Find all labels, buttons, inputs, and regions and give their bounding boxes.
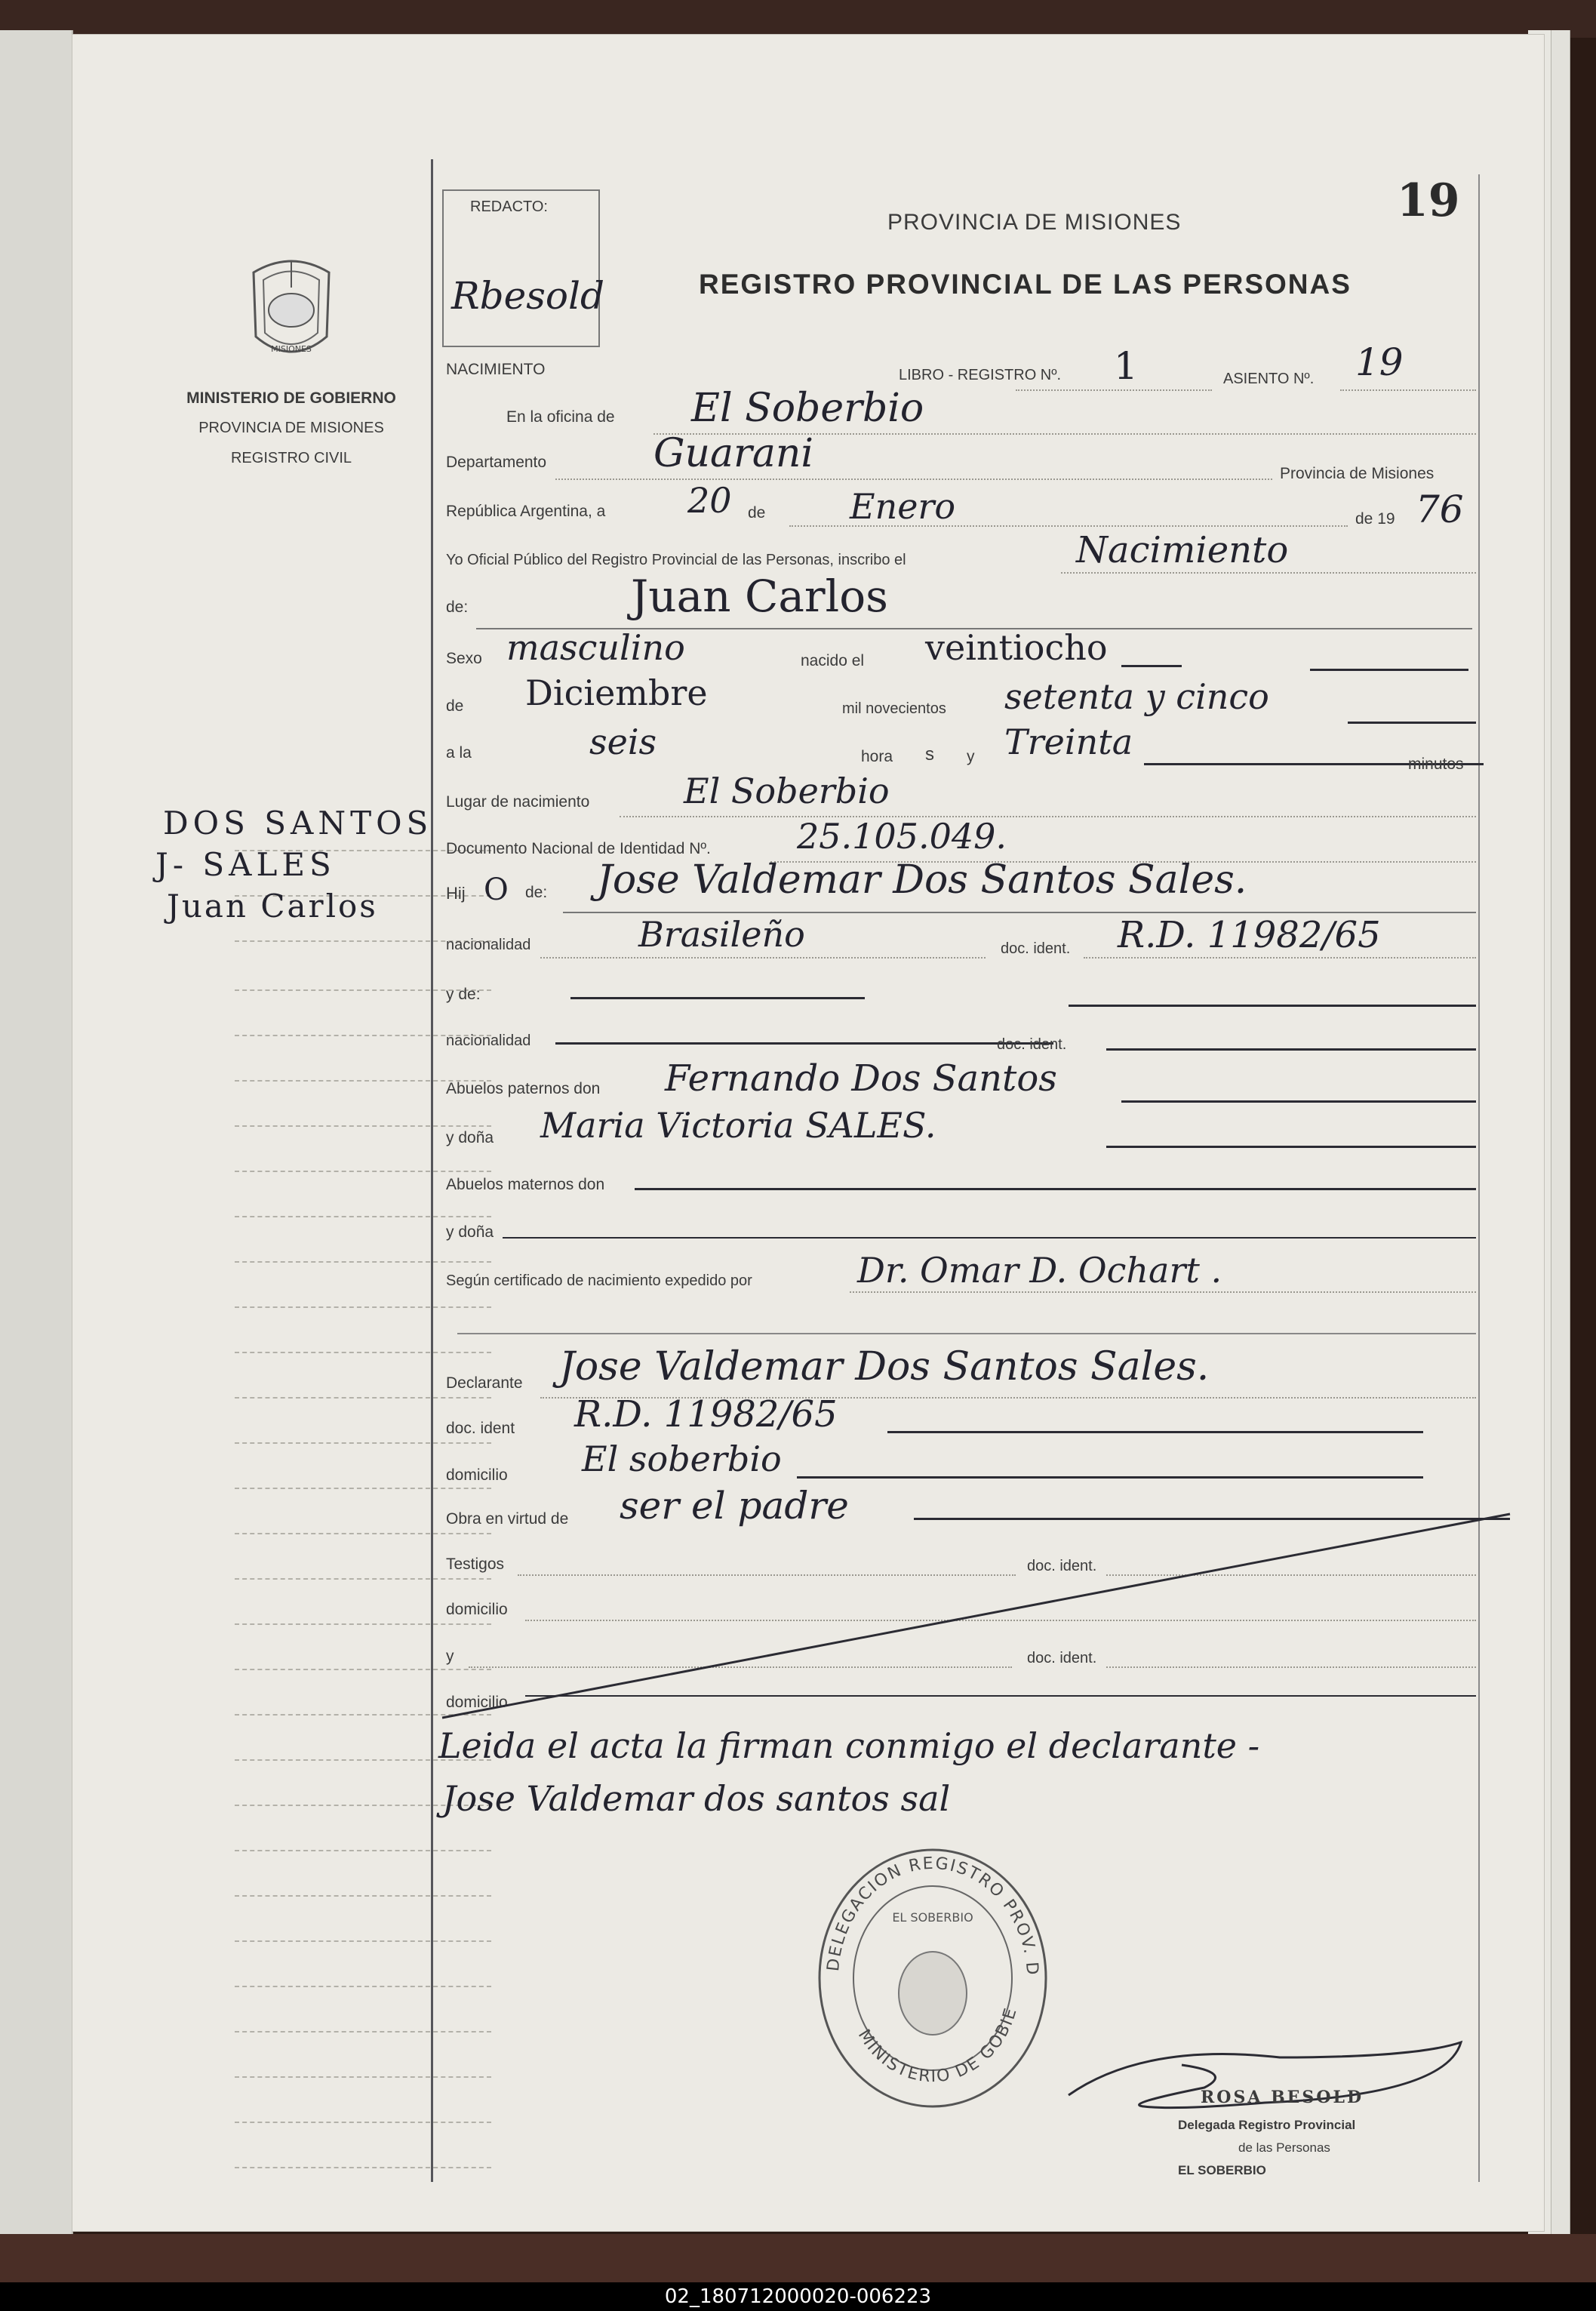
margin-line (235, 1488, 491, 1489)
signer-place: EL SOBERBIO (1178, 2163, 1266, 2177)
header-title: REGISTRO PROVINCIAL DE LAS PERSONAS (699, 269, 1352, 300)
dotted-line (1084, 957, 1476, 959)
fill-line (570, 997, 865, 999)
fill-line (1310, 669, 1468, 671)
margin-line (235, 1306, 491, 1308)
stamp-center-text: EL SOBERBIO (892, 1910, 973, 1925)
margin-note-surname1: DOS SANTOS (163, 805, 433, 842)
a-la-label: a la (446, 744, 472, 762)
dotted-line (1340, 389, 1476, 391)
de-mes-label: de (446, 697, 464, 715)
nacimiento-label: NACIMIENTO (446, 361, 546, 378)
ministry-label: MINISTERIO DE GOBIERNO (186, 389, 396, 407)
padre-value: Jose Valdemar Dos Santos Sales. (597, 857, 1247, 903)
dotted-line (1016, 389, 1212, 391)
margin-note-surname2: J- SALES (155, 846, 336, 883)
separator-line (457, 1333, 1476, 1334)
fill-line (635, 1188, 1476, 1190)
acto-value: Nacimiento (1076, 529, 1289, 571)
redacto-label: REDACTO: (470, 198, 548, 215)
fill-line (1121, 665, 1182, 667)
margin-line (235, 1261, 491, 1263)
margin-line (235, 1940, 491, 1942)
seal-text: MISIONES (271, 344, 312, 354)
lugar-value: El Soberbio (684, 771, 890, 811)
book-left-page (0, 30, 73, 2234)
year-value: 76 (1416, 488, 1464, 531)
domicilio-testigo1-label: domicilio (446, 1601, 508, 1618)
nacionalidad-value: Brasileño (638, 914, 805, 955)
minutos-value: Treinta (1004, 722, 1133, 762)
padre-underline (563, 912, 1476, 913)
fill-line (1069, 1005, 1476, 1007)
nacionalidad-madre-label: nacionalidad (446, 1032, 531, 1049)
fill-line (503, 1237, 1476, 1239)
signer-title1: Delegada Registro Provincial (1178, 2118, 1356, 2132)
sexo-label: Sexo (446, 650, 482, 667)
fill-line (1106, 1146, 1476, 1148)
republica-label: República Argentina, a (446, 503, 606, 520)
hora-value: seis (589, 722, 657, 762)
day-value: 20 (687, 480, 732, 521)
margin-line (235, 2076, 491, 2078)
oficina-label: En la oficina de (506, 408, 615, 426)
domicilio-testigo2-label: domicilio (446, 1694, 508, 1711)
y-dona-materna-label: y doña (446, 1223, 494, 1241)
certificado-value: Dr. Omar D. Ochart . (857, 1250, 1222, 1291)
minutos-label: minutos (1408, 755, 1464, 773)
domicilio-label: domicilio (446, 1466, 508, 1484)
margin-line (235, 2122, 491, 2123)
margin-line (235, 1397, 491, 1399)
background-bottom (0, 2234, 1596, 2282)
margin-line (235, 1442, 491, 1444)
doc-ident-madre-label: doc. ident. (997, 1036, 1067, 1053)
stamp-ring-text: DELEGACION REGISTRO PROV. D (824, 1854, 1042, 1977)
dotted-line (620, 816, 1476, 817)
provincia-suffix: Provincia de Misiones (1280, 465, 1435, 482)
libro-label: LIBRO - REGISTRO Nº. (899, 367, 1062, 383)
sexo-value: masculino (506, 627, 685, 668)
y-testigo-label: y (446, 1648, 454, 1665)
hijo-de-label: de: (525, 884, 548, 901)
dotted-line (1061, 572, 1476, 574)
domicilio-value: El soberbio (582, 1439, 782, 1479)
y-de-madre-label: y de: (446, 986, 481, 1003)
margin-line (235, 1216, 491, 1217)
nacionalidad-label: nacionalidad (446, 937, 531, 953)
hora-label: hora (861, 748, 893, 765)
oficial-label: Yo Oficial Público del Registro Provincial de las Personas, inscribo el (446, 552, 906, 568)
doc-ident-testigo1-label: doc. ident. (1027, 1558, 1097, 1574)
certificado-label: Según certificado de nacimiento expedido por (446, 1272, 752, 1289)
doc-ident-declarante-label: doc. ident (446, 1420, 515, 1437)
closing-text-line2: Jose Valdemar dos santos sal (442, 1778, 951, 1819)
fill-line (797, 1476, 1423, 1479)
closing-text-line1: Leida el acta la firman conmigo el declarante - (438, 1725, 1260, 1766)
register-page (72, 34, 1545, 2232)
margin-line (235, 1125, 491, 1127)
obra-value: ser el padre (620, 1484, 849, 1528)
page-number: 19 (1397, 174, 1460, 227)
doc-ident-label: doc. ident. (1001, 940, 1071, 957)
asiento-label: ASIENTO Nº. (1223, 371, 1315, 387)
fill-line (887, 1431, 1423, 1433)
hora-s-mark: s (925, 744, 934, 765)
background-top (0, 0, 1596, 38)
form-right-border (1478, 174, 1480, 2182)
y-dona-label: y doña (446, 1129, 494, 1146)
y-label: y (967, 748, 975, 765)
hijo-label: Hij (446, 884, 466, 903)
margin-line (235, 2167, 491, 2168)
margin-line (235, 2031, 491, 2033)
nacido-value: veintiocho (925, 627, 1108, 668)
left-province: PROVINCIA DE MISIONES (198, 420, 384, 436)
lugar-label: Lugar de nacimiento (446, 793, 590, 811)
departamento-label: Departamento (446, 454, 547, 471)
departamento-value: Guarani (653, 431, 814, 476)
anio-nacimiento-value: setenta y cinco (1004, 676, 1269, 717)
dotted-line (555, 479, 1272, 480)
de-name-label: de: (446, 599, 469, 616)
name-value: Juan Carlos (631, 571, 888, 622)
redacto-box (442, 189, 605, 347)
year-label: de 19 (1355, 510, 1395, 528)
margin-line (235, 1895, 491, 1897)
signer-title2: de las Personas (1238, 2140, 1330, 2155)
margin-line (235, 1986, 491, 1987)
dni-label: Documento Nacional de Identidad Nº. (446, 840, 711, 857)
fill-line (1348, 722, 1476, 724)
asiento-value: 19 (1355, 340, 1404, 384)
hijo-o-value: O (484, 872, 509, 907)
nacido-label: nacido el (801, 652, 865, 669)
declarante-value: Jose Valdemar Dos Santos Sales. (559, 1344, 1210, 1389)
margin-line (235, 1352, 491, 1353)
signer-name: ROSA BESOLD (1201, 2088, 1364, 2107)
official-stamp (808, 1839, 1057, 2118)
abuela-paterna-value: Maria Victoria SALES. (540, 1105, 936, 1146)
fill-line (1106, 1048, 1476, 1051)
cancel-diagonal-line (435, 1506, 1521, 1725)
libro-value: 1 (1114, 344, 1138, 388)
declarante-label: Declarante (446, 1374, 523, 1392)
fill-line (1121, 1100, 1476, 1103)
header-province: PROVINCIA DE MISIONES (887, 210, 1182, 235)
doc-ident-declarante-value: R.D. 11982/65 (574, 1393, 838, 1436)
dotted-line (850, 1291, 1476, 1293)
mes-nacimiento-value: Diciembre (525, 672, 708, 713)
month-value: Enero (850, 486, 956, 527)
obra-label: Obra en virtud de (446, 1510, 569, 1528)
abuelos-paternos-label: Abuelos paternos don (446, 1080, 601, 1097)
dotted-line (540, 957, 986, 959)
left-registry: REGISTRO CIVIL (230, 450, 352, 466)
dni-value: 25.105.049. (797, 816, 1007, 857)
doc-ident-value: R.D. 11982/65 (1118, 914, 1381, 956)
de-label: de (748, 504, 766, 522)
doc-ident-testigo2-label: doc. ident. (1027, 1650, 1097, 1666)
coat-of-arms-seal (242, 254, 340, 367)
testigos-label: Testigos (446, 1556, 505, 1573)
abuelo-paterno-value: Fernando Dos Santos (665, 1057, 1057, 1100)
margin-line (235, 1171, 491, 1172)
image-identifier: 02_180712000020-006223 (0, 2282, 1596, 2311)
mil-novecientos-label: mil novecientos (842, 700, 946, 717)
margin-note-given: Juan Carlos (167, 888, 378, 925)
margin-line (235, 1850, 491, 1851)
oficina-value: El Soberbio (691, 386, 924, 431)
fill-line (555, 1042, 1053, 1045)
dotted-line (789, 525, 1348, 527)
stamp-ring-bottom: MINISTERIO DE GOBIE (853, 2005, 1022, 2087)
redacto-signature: Rbesold (451, 274, 605, 318)
abuelos-maternos-label: Abuelos maternos don (446, 1176, 605, 1193)
